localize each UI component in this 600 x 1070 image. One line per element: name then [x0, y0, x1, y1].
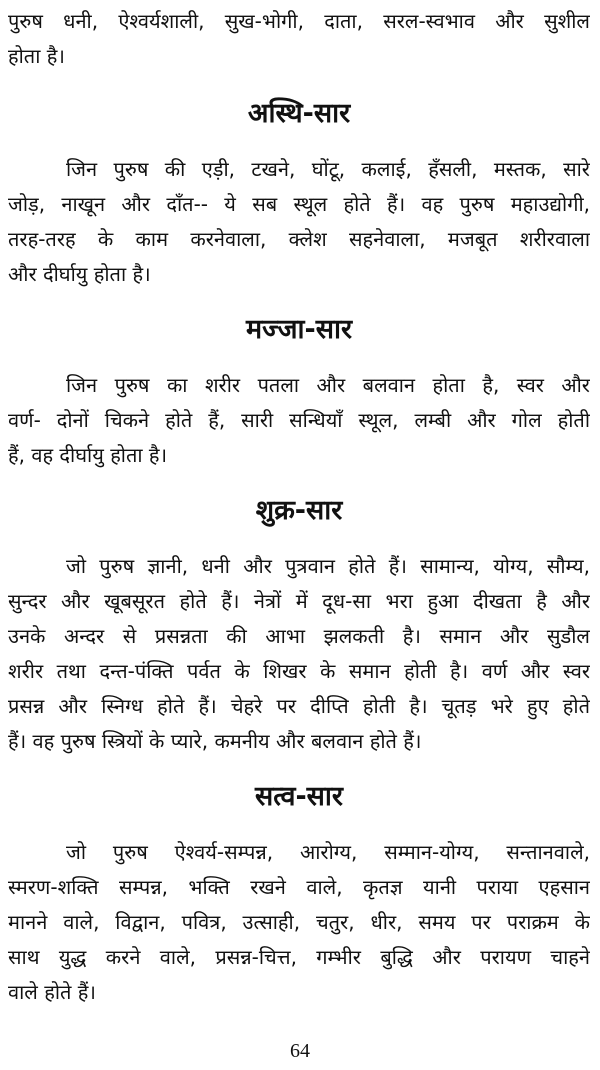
paragraph-line: स्मरण-शक्ति सम्पन्न, भक्ति रखने वाले, कृतज्ञ यानी पराया एहसान: [8, 875, 590, 899]
paragraph-line: शरीर तथा दन्त-पंक्ति पर्वत के शिखर के समान होती है। वर्ण और स्वर: [8, 659, 590, 683]
paragraph-line: हैं, वह दीर्घायु होता है।: [8, 443, 168, 467]
section-heading-asthi-sar: अस्थि-सार: [247, 98, 351, 129]
page-number: 64: [290, 1040, 310, 1062]
paragraph-line: वर्ण- दोनों चिकने होते हैं, सारी सन्धियाँ स्थूल, लम्बी और गोल होती: [8, 408, 590, 432]
paragraph-line: प्रसन्न और स्निग्ध होते हैं। चेहरे पर दीप्ति होती है। चूतड़ भरे हुए होते: [8, 694, 590, 718]
intro-line: होता है।: [8, 44, 65, 68]
paragraph-line: वाले होते हैं।: [8, 980, 96, 1004]
section-heading-satva-sar: सत्व-सार: [255, 781, 343, 812]
paragraph-line: जोड़, नाखून और दाँत-- ये सब स्थूल होते हैं। वह पुरुष महाउद्योगी,: [8, 192, 590, 216]
section-heading-shukra-sar: शुक्र-सार: [255, 495, 343, 526]
paragraph-line: मानने वाले, विद्वान, पवित्र, उत्साही, चतुर, धीर, समय पर पराक्रम के: [8, 910, 590, 934]
paragraph-line: जो पुरुष ऐश्वर्य-सम्पन्न, आरोग्य, सम्मान-योग्य, सन्तानवाले,: [66, 840, 590, 864]
paragraph-line: और दीर्घायु होता है।: [8, 262, 151, 286]
paragraph-line: सुन्दर और खूबसूरत होते हैं। नेत्रों में दूध-सा भरा हुआ दीखता है और: [8, 589, 590, 613]
intro-line: पुरुष धनी, ऐश्वर्यशाली, सुख-भोगी, दाता, सरल-स्वभाव और सुशील: [8, 9, 590, 33]
paragraph-line: साथ युद्ध करने वाले, प्रसन्न-चित्त, गम्भीर बुद्धि और परायण चाहने: [8, 945, 590, 969]
paragraph-line: तरह-तरह के काम करनेवाला, क्लेश सहनेवाला, मजबूत शरीरवाला: [8, 227, 590, 251]
paragraph-line: उनके अन्दर से प्रसन्नता की आभा झलकती है। समान और सुडौल: [8, 624, 590, 648]
paragraph-line: जो पुरुष ज्ञानी, धनी और पुत्रवान होते हैं। सामान्य, योग्य, सौम्य,: [66, 554, 590, 578]
paragraph-line: जिन पुरुष का शरीर पतला और बलवान होता है, स्वर और: [66, 373, 590, 397]
book-page: [8, 0, 590, 1010]
paragraph-line: हैं। वह पुरुष स्त्रियों के प्यारे, कमनीय और बलवान होते हैं।: [8, 729, 422, 753]
section-heading-majja-sar: मज्जा-सार: [245, 314, 353, 345]
paragraph-line: जिन पुरुष की एड़ी, टखने, घोंटू, कलाई, हँसली, मस्तक, सारे: [66, 157, 590, 181]
